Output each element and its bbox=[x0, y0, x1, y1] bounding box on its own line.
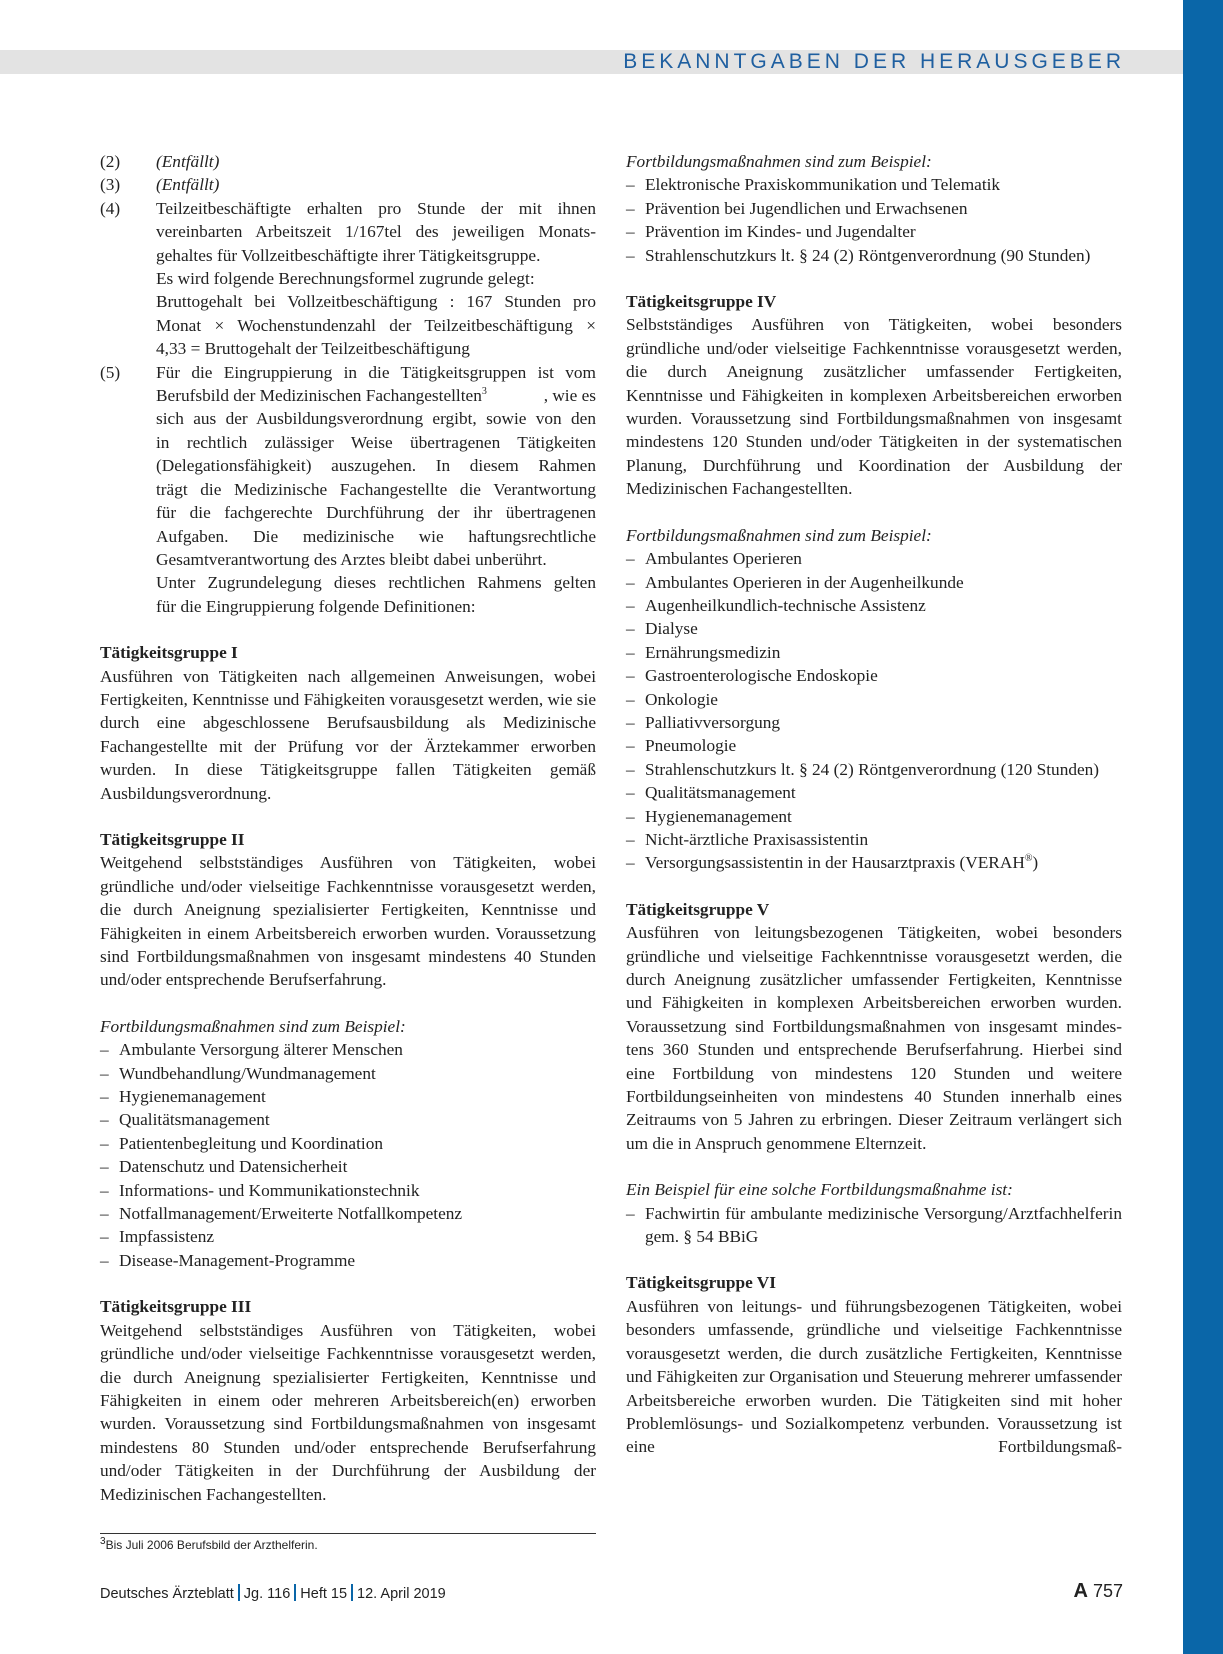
list-item: – Hygienemanagement bbox=[626, 805, 1122, 828]
list-item: – Strahlenschutzkurs lt. § 24 (2) Röntgenverordnung (120 Stunden) bbox=[626, 758, 1122, 781]
examples-label: Fortbildungsmaßnahmen sind zum Beispiel: bbox=[626, 525, 932, 545]
journal-name: Deutsches Ärzteblatt bbox=[100, 1586, 234, 1602]
text-line: Gesamtverantwortung des Arztes bleibt dabei unberührt. bbox=[156, 549, 547, 569]
text-line bbox=[156, 384, 596, 407]
item-text bbox=[156, 197, 596, 361]
list-item: – Strahlenschutzkurs lt. § 24 (2) Röntgenverordnung (90 Stunden) bbox=[626, 244, 1122, 267]
right-column bbox=[626, 150, 1122, 1459]
page-prefix: A bbox=[1073, 1580, 1088, 1602]
item-number: (5) bbox=[100, 362, 121, 382]
list-item: – Versorgungsassistentin in der Hausarztpraxis (VERAH®) bbox=[626, 851, 1122, 874]
text-line: (Delegationsfähigkeit) auszugehen. In diesem Rahmen bbox=[156, 456, 596, 476]
text-line: Bruttogehalt bei Vollzeitbeschäftigung : 167 Stunden pro bbox=[156, 292, 596, 312]
separator bbox=[294, 1584, 296, 1601]
list-item: – Impfassistenz bbox=[100, 1225, 596, 1248]
list-item: – Augenheilkundlich-technische Assistenz bbox=[626, 594, 1122, 617]
footnote-divider bbox=[100, 1533, 596, 1534]
examples-list bbox=[626, 547, 1122, 875]
list-item: – Onkologie bbox=[626, 688, 1122, 711]
list-item: – Nicht-ärztliche Praxisassistentin bbox=[626, 828, 1122, 851]
text-line: Aufgaben. Die medizinische wie haftungsrechtliche bbox=[156, 526, 596, 546]
list-item: – Wundbehandlung/Wundmanagement bbox=[100, 1062, 596, 1085]
list-item: – Qualitätsmanagement bbox=[100, 1108, 596, 1131]
section-paragraph: Weitgehend selbstständiges Ausführen von Tätigkeiten, wobei gründliche und/oder vielseitige Fachkenntnisse vorausgesetzt werden, die durch Aneignung spezialisierter Fertigkeiten, Kenntnisse und Fähigkeiten in einem oder mehreren Arbeitsbereich(en) erworben wurden. Voraussetzung sind Fortbildungsmaßnahmen von insgesamt mindestens 80 Stunden und/oder entsprechende Berufserfahrung und/oder Tätigkeiten in der Durchführung der Ausbildung der Medizinischen Fachangestellten. bbox=[100, 1320, 596, 1504]
text-line: in rechtlich zulässiger Weise übertragenen Tätigkeiten bbox=[156, 432, 596, 452]
text-line: für die fachgerechte Durchführung der ihr übertragenen bbox=[156, 503, 596, 523]
list-item: – Patientenbegleitung und Koordination bbox=[100, 1132, 596, 1155]
section-paragraph: Ausführen von leitungs- und führungsbezogenen Tätigkeiten, wobei besonders umfassende, gründliche und vielseitige Fachkenntnisse vorausgesetzt werden, die durch zusätzliche Fertigkeiten, Kenntnisse und Fähigkeiten zur Organisation und Steuerung mehrerer umfassender Arbeitsbereiche erworben wurden. Die Tätigkeiten sind mit hoher Problemlösungs- und Sozialkompetenz verbunden. Voraussetzung ist eine Fortbildungsmaß- bbox=[626, 1296, 1122, 1457]
item-text: (Entfällt) bbox=[156, 175, 220, 195]
examples-label: Fortbildungsmaßnahmen sind zum Beispiel: bbox=[626, 152, 932, 171]
side-color-bar bbox=[1183, 0, 1223, 1654]
list-item: – Notfallmanagement/Erweiterte Notfallkompetenz bbox=[100, 1202, 596, 1225]
list-item: – Datenschutz und Datensicherheit bbox=[100, 1155, 596, 1178]
text-line: gehaltes für Vollzeitbeschäftigte ihrer Tätigkeitsgruppe. bbox=[156, 245, 541, 265]
footnote-number: 3 bbox=[100, 1536, 106, 1547]
list-item: – Ambulantes Operieren bbox=[626, 547, 1122, 570]
section-paragraph: Selbstständiges Ausführen von Tätigkeiten, wobei besonders gründliche und/oder vielseitige Fachkenntnisse vorausgesetzt werden, die durch Aneignung zusätzlicher umfassender Fertigkeiten, Kenntnisse und Fähigkeiten in komplexen Arbeitsbereichen erworben wurden. Voraussetzung sind Fortbildungsmaßnahmen von insgesamt mindestens 120 Stunden und/oder Tätigkeiten in der systematischen Planung, Durchführung und Koordination der Ausbildung der Medizinischen Fachangestellten. bbox=[626, 315, 1122, 499]
text-line: Unter Zugrundelegung dieses rechtlichen Rahmens gelten bbox=[156, 573, 596, 593]
issue: Heft 15 bbox=[300, 1586, 348, 1602]
list-item: – Fachwirtin für ambulante medizinische Versorgung/Arztfachhelferin gem. § 54 BBiG bbox=[626, 1202, 1122, 1249]
section-heading: Tätigkeitsgruppe I bbox=[100, 643, 238, 663]
list-item: – Palliativversorgung bbox=[626, 711, 1122, 734]
text-fragment: Berufsbild der Medizinischen Fachangestellten$^3$ bbox=[156, 386, 487, 406]
list-item: – Gastroenterologische Endoskopie bbox=[626, 664, 1122, 687]
list-item: – Qualitätsmanagement bbox=[626, 781, 1122, 804]
registered-mark: ® bbox=[1024, 853, 1033, 865]
item-5 bbox=[100, 361, 596, 618]
item-text: (Entfällt) bbox=[156, 152, 220, 171]
section-paragraph: Ausführen von Tätigkeiten nach allgemeinen Anweisungen, wobei Fertigkeiten, Kenntnisse und Fähigkeiten vorausgesetzt werden, wie sie durch eine abgeschlossene Berufsausbildung als Medizinische Fachangestellte mit der Prüfung vor der Ärztekammer erworben wurden. In diese Tätigkeitsgruppe fallen Tätigkeiten gemäß Ausbildungsverordnung. bbox=[100, 666, 596, 803]
item-4 bbox=[100, 197, 596, 361]
text-line: Für die Eingruppierung in die Tätigkeitsgruppen ist vom bbox=[156, 362, 596, 382]
footnote bbox=[100, 1538, 318, 1552]
volume: Jg. 116 bbox=[243, 1586, 291, 1602]
item-number: (2) bbox=[100, 152, 121, 171]
text-line: Teilzeitbeschäftigte erhalten pro Stunde der mit ihnen bbox=[156, 198, 596, 218]
text-line: trägt die Medizinische Fachangestellte die Verantwortung bbox=[156, 479, 596, 499]
section-heading: Tätigkeitsgruppe II bbox=[100, 829, 245, 849]
item-text bbox=[156, 361, 596, 618]
text-line: 4,33 = Bruttogehalt der Teilzeitbeschäftigung bbox=[156, 339, 470, 359]
section-header: BEKANNTGABEN DER HERAUSGEBER bbox=[623, 50, 1125, 73]
list-item: – Elektronische Praxiskommunikation und Telematik bbox=[626, 173, 1122, 196]
list-item: – Ernährungsmedizin bbox=[626, 641, 1122, 664]
item-3 bbox=[100, 173, 596, 196]
section-paragraph: Weitgehend selbstständiges Ausführen von Tätigkeiten, wobei gründliche und/oder vielseitige Fachkenntnisse vorausgesetzt werden, die durch Aneignung spezialisierter Fertigkeiten, Kenntnisse und Fähigkeiten in einem Arbeitsbereich erworben wurden. Voraussetzung sind Fortbildungsmaßnahmen von insgesamt mindestens 40 Stunden und/oder entsprechende Berufserfahrung. bbox=[100, 853, 596, 990]
text-line: sich aus der Ausbildungsverordnung ergibt, sowie von den bbox=[156, 409, 596, 429]
separator bbox=[351, 1584, 353, 1601]
item-number: (3) bbox=[100, 175, 121, 195]
issue-date: 12. April 2019 bbox=[357, 1586, 446, 1602]
list-item: – Informations- und Kommunikationstechnik bbox=[100, 1179, 596, 1202]
list-item: – Prävention im Kindes- und Jugendalter bbox=[626, 220, 1122, 243]
section-heading: Tätigkeitsgruppe V bbox=[626, 899, 770, 919]
text-line: Monat × Wochenstundenzahl der Teilzeitbeschäftigung × bbox=[156, 315, 596, 335]
section-paragraph: Ausführen von leitungsbezogenen Tätigkeiten, wobei besonders gründliche und vielseitige Fachkenntnisse vorausgesetzt werden, die durch Aneignung zusätzlicher umfassender Fertigkeiten, Kenntnisse und Fähigkeiten in komplexen Arbeitsbereichen erworben wurden. Voraussetzung sind Fortbildungsmaßnahmen von insgesamt mindestens 360 Stunden und entsprechende Berufserfahrung. Hierbei sind eine Fortbildung von mindestens 120 Stunden und weitere Fortbildungseinheiten von mindestens 40 Stunden innerhalb eines Zeitraums von 5 Jahren zu erbringen. Dieser Zeitraum verlängert sich um die in Anspruch genommene Elternzeit. bbox=[626, 923, 1122, 1153]
examples-list bbox=[100, 1038, 596, 1272]
footnote-marker: 3 bbox=[481, 386, 487, 398]
separator bbox=[238, 1584, 240, 1601]
page-number bbox=[1073, 1580, 1123, 1603]
text-fragment: , wie es bbox=[543, 386, 596, 406]
footer-citation bbox=[100, 1584, 446, 1602]
text-line: Es wird folgende Berechnungsformel zugrunde gelegt: bbox=[156, 269, 535, 289]
examples-label: Fortbildungsmaßnahmen sind zum Beispiel: bbox=[100, 1016, 406, 1036]
page-number-value: 757 bbox=[1092, 1581, 1123, 1601]
footnote-text: Bis Juli 2006 Berufsbild der Arzthelferin. bbox=[105, 1538, 318, 1552]
list-item: – Pneumologie bbox=[626, 734, 1122, 757]
section-heading: Tätigkeitsgruppe III bbox=[100, 1297, 252, 1317]
text-line: vereinbarten Arbeitszeit 1/167tel des jeweiligen Monats- bbox=[156, 222, 596, 242]
examples-list bbox=[626, 173, 1122, 267]
item-number: (4) bbox=[100, 198, 121, 218]
text-line: für die Eingruppierung folgende Definitionen: bbox=[156, 596, 476, 616]
list-item: – Ambulante Versorgung älterer Menschen bbox=[100, 1038, 596, 1061]
section-heading: Tätigkeitsgruppe VI bbox=[626, 1273, 776, 1293]
examples-list bbox=[626, 1202, 1122, 1249]
list-item: – Dialyse bbox=[626, 617, 1122, 640]
item-2 bbox=[100, 150, 596, 173]
left-column bbox=[100, 150, 596, 1506]
list-item: – Prävention bei Jugendlichen und Erwachsenen bbox=[626, 197, 1122, 220]
section-heading: Tätigkeitsgruppe IV bbox=[626, 292, 777, 312]
list-item: – Hygienemanagement bbox=[100, 1085, 596, 1108]
list-item: – Ambulantes Operieren in der Augenheilkunde bbox=[626, 571, 1122, 594]
list-item: – Disease-Management-Programme bbox=[100, 1249, 596, 1272]
examples-label: Ein Beispiel für eine solche Fortbildungsmaßnahme ist: bbox=[626, 1180, 1013, 1200]
